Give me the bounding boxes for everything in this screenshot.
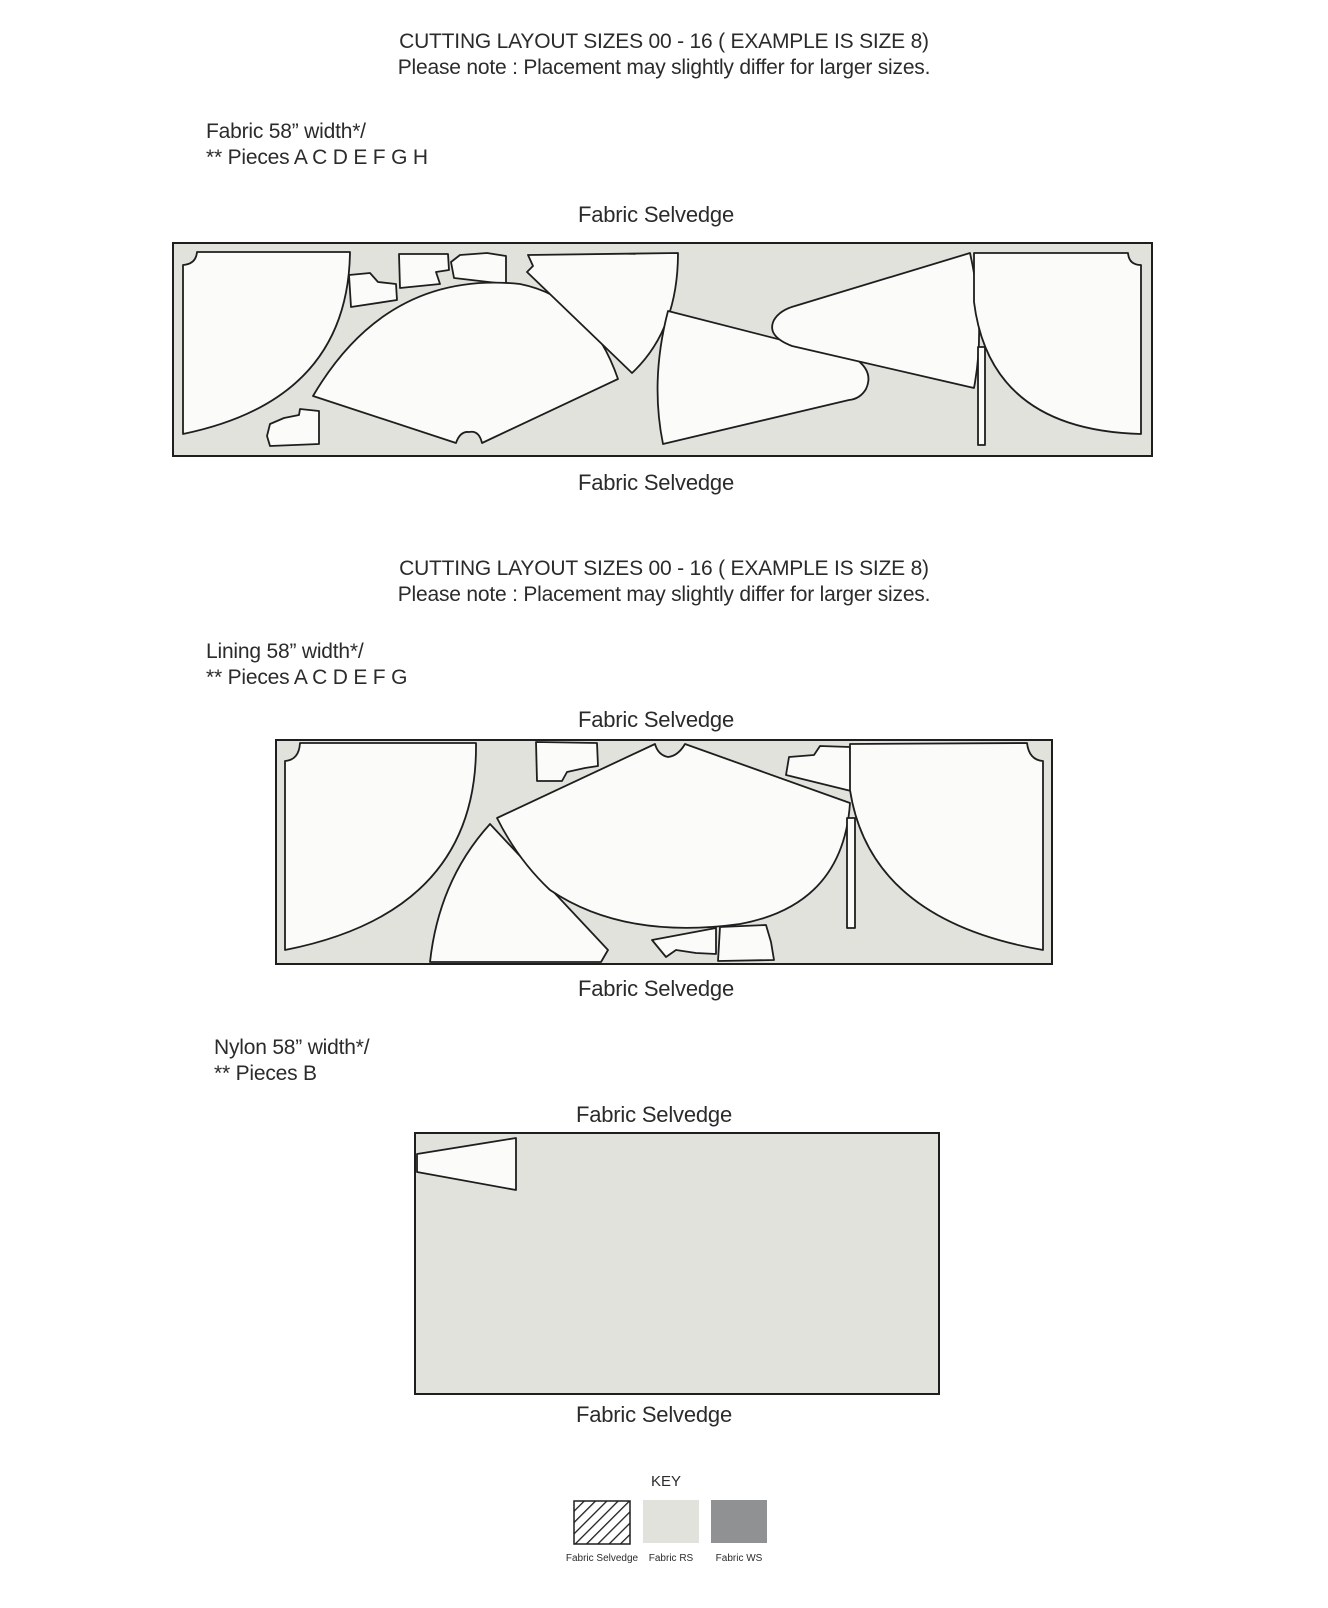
key-label-selvedge: Fabric Selvedge bbox=[565, 1553, 639, 1564]
section3-material-label: Nylon 58” width*/ bbox=[214, 1036, 370, 1059]
key-swatch-ws bbox=[711, 1500, 767, 1543]
section2-header-title: CUTTING LAYOUT SIZES 00 - 16 ( EXAMPLE IS SIZE 8) bbox=[399, 557, 929, 580]
section2-selvedge-bottom: Fabric Selvedge bbox=[578, 976, 734, 1001]
section1-pieces-label: ** Pieces A C D E F G H bbox=[206, 146, 428, 169]
section1-header-title: CUTTING LAYOUT SIZES 00 - 16 ( EXAMPLE IS SIZE 8) bbox=[399, 30, 929, 53]
section1-selvedge-bottom: Fabric Selvedge bbox=[578, 470, 734, 495]
key-swatch-selvedge bbox=[573, 1500, 631, 1545]
section1-material-label: Fabric 58” width*/ bbox=[206, 120, 366, 143]
section1-header-note: Please note : Placement may slightly differ for larger sizes. bbox=[397, 56, 931, 79]
key-label-ws: Fabric WS bbox=[715, 1553, 763, 1564]
key-label-rs: Fabric RS bbox=[648, 1553, 694, 1564]
section2-material-label: Lining 58” width*/ bbox=[206, 640, 364, 663]
section2-header-note: Please note : Placement may slightly differ for larger sizes. bbox=[397, 583, 931, 606]
key-swatch-rs bbox=[643, 1500, 699, 1543]
section3-pieces-label: ** Pieces B bbox=[214, 1062, 317, 1085]
key-swatch-selvedge-fill bbox=[574, 1501, 630, 1544]
section2-pieces-label: ** Pieces A C D E F G bbox=[206, 666, 408, 689]
section2-selvedge-top: Fabric Selvedge bbox=[578, 707, 734, 732]
section3-selvedge-top: Fabric Selvedge bbox=[576, 1102, 732, 1127]
section3-selvedge-bottom: Fabric Selvedge bbox=[576, 1402, 732, 1427]
section1-selvedge-top: Fabric Selvedge bbox=[578, 202, 734, 227]
key-title: KEY bbox=[650, 1473, 681, 1490]
